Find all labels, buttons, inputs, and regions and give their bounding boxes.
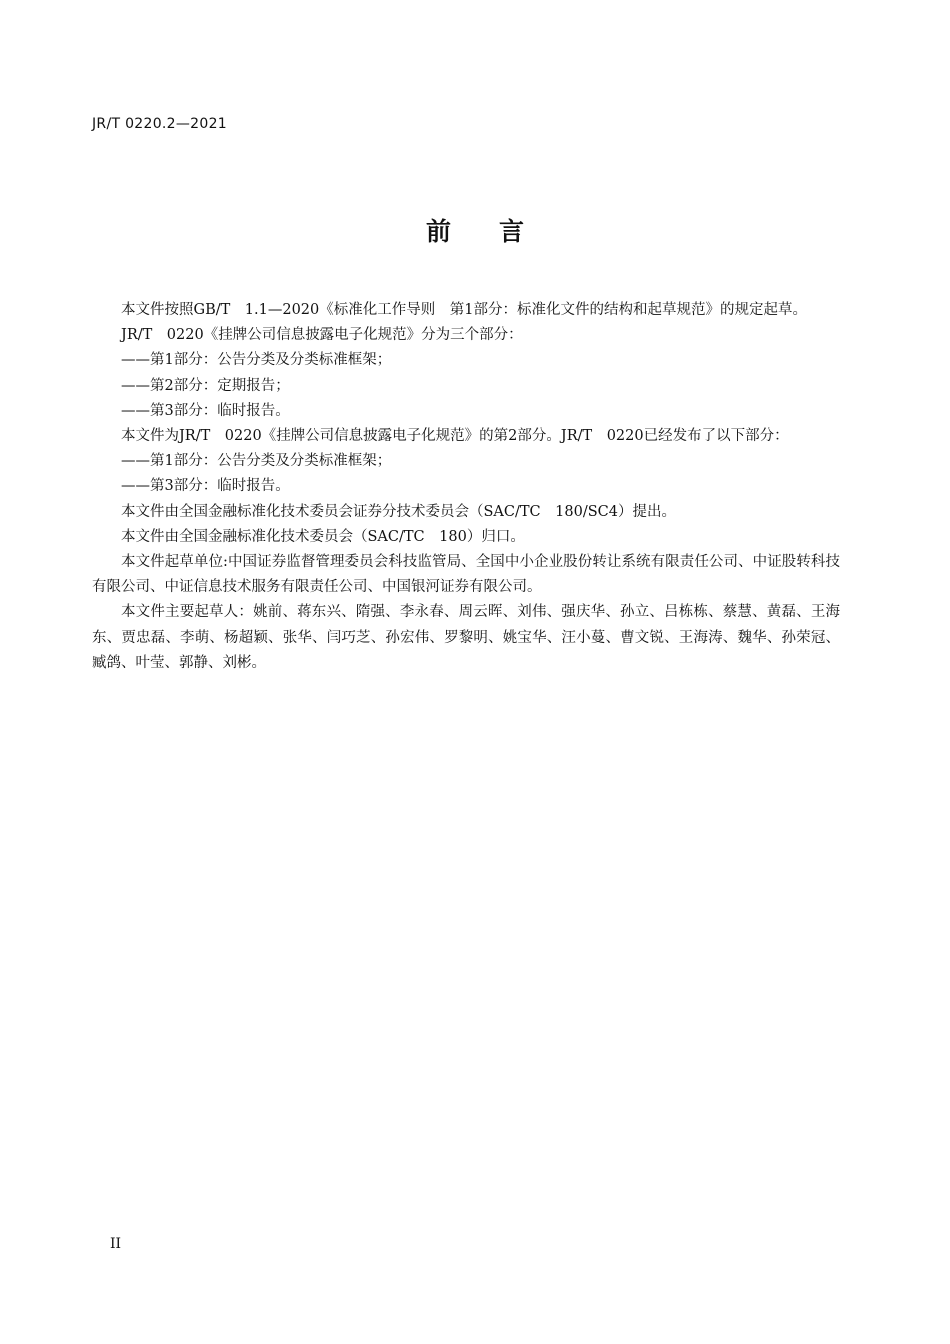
paragraph-drafting-units: 本文件起草单位:中国证券监督管理委员会科技监管局、全国中小企业股份转让系统有限责任公司、中证股转科技有限公司、中证信息技术服务有限责任公司、中国银河证券有限公司。 <box>92 554 840 596</box>
list-item-part-2: ——第2部分：定期报告； <box>121 377 290 394</box>
list-item-published-part-3: ——第3部分：临时报告。 <box>121 478 290 495</box>
list-item-published-part-1: ——第1部分：公告分类及分类标准框架； <box>121 453 392 470</box>
page-title <box>0 212 950 248</box>
title-char-2: 言 <box>499 217 525 246</box>
paragraph-published-parts: 本文件为JR/T 0220《挂牌公司信息披露电子化规范》的第2部分。JR/T 0220已经发布了以下部分： <box>121 428 789 445</box>
foreword-body <box>92 298 840 676</box>
title-char-1: 前 <box>425 217 451 246</box>
page-number: II <box>110 1236 122 1252</box>
paragraph-drafting-basis: 本文件按照GB/T 1.1—2020《标准化工作导则 第1部分：标准化文件的结构和起草规范》的规定起草。 <box>121 302 807 318</box>
list-item-part-3: ——第3部分：临时报告。 <box>121 402 290 419</box>
document-code: JR/T 0220.2—2021 <box>92 116 227 132</box>
paragraph-parts-intro: JR/T 0220《挂牌公司信息披露电子化规范》分为三个部分： <box>121 327 523 344</box>
list-item-part-1: ——第1部分：公告分类及分类标准框架； <box>121 352 392 369</box>
paragraph-drafters: 本文件主要起草人：姚前、蒋东兴、隋强、李永春、周云晖、刘伟、强庆华、孙立、吕栋栋、蔡慧、黄磊、王海东、贾忠磊、李萌、杨超颖、张华、闫巧芝、孙宏伟、罗黎明、姚宝华、汪小蔓、曹文锐、王海涛、魏华、孙荣冠、臧鸽、叶莹、郭静、刘彬。 <box>92 604 840 671</box>
paragraph-managed-by: 本文件由全国金融标准化技术委员会（SAC/TC 180）归口。 <box>121 528 525 545</box>
paragraph-proposed-by: 本文件由全国金融标准化技术委员会证券分技术委员会（SAC/TC 180/SC4）提出。 <box>121 503 676 520</box>
